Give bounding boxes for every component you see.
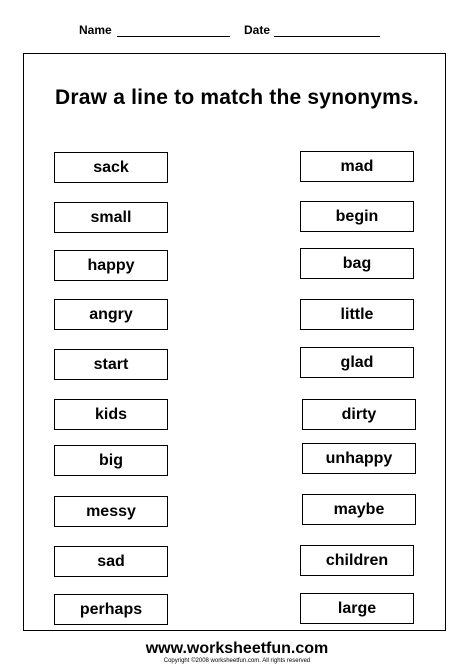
- right-word-box: begin: [300, 201, 414, 232]
- header-row: [0, 20, 474, 40]
- left-word-box: big: [54, 445, 168, 476]
- right-word-box: large: [300, 593, 414, 624]
- left-word-box: perhaps: [54, 594, 168, 625]
- right-word-box: bag: [300, 248, 414, 279]
- name-line: [117, 36, 230, 37]
- footer-copyright: Copyright ©2008 worksheetfun.com. All rights reserved: [163, 658, 311, 664]
- right-word-box: dirty: [302, 399, 416, 430]
- date-label: Date: [244, 23, 271, 37]
- right-word-box: children: [300, 545, 414, 576]
- right-word-box: glad: [300, 347, 414, 378]
- date-line: [274, 36, 380, 37]
- footer-url: www.worksheetfun.com: [145, 640, 329, 657]
- right-word-box: maybe: [302, 494, 416, 525]
- left-word-box: sack: [54, 152, 168, 183]
- left-word-box: start: [54, 349, 168, 380]
- worksheet-title: Draw a line to match the synonyms.: [55, 86, 419, 109]
- left-word-box: kids: [54, 399, 168, 430]
- left-word-box: angry: [54, 299, 168, 330]
- left-word-box: happy: [54, 250, 168, 281]
- left-word-box: small: [54, 202, 168, 233]
- name-label: Name: [79, 23, 112, 37]
- right-word-box: little: [300, 299, 414, 330]
- left-word-box: messy: [54, 496, 168, 527]
- right-word-box: mad: [300, 151, 414, 182]
- right-word-box: unhappy: [302, 443, 416, 474]
- left-word-box: sad: [54, 546, 168, 577]
